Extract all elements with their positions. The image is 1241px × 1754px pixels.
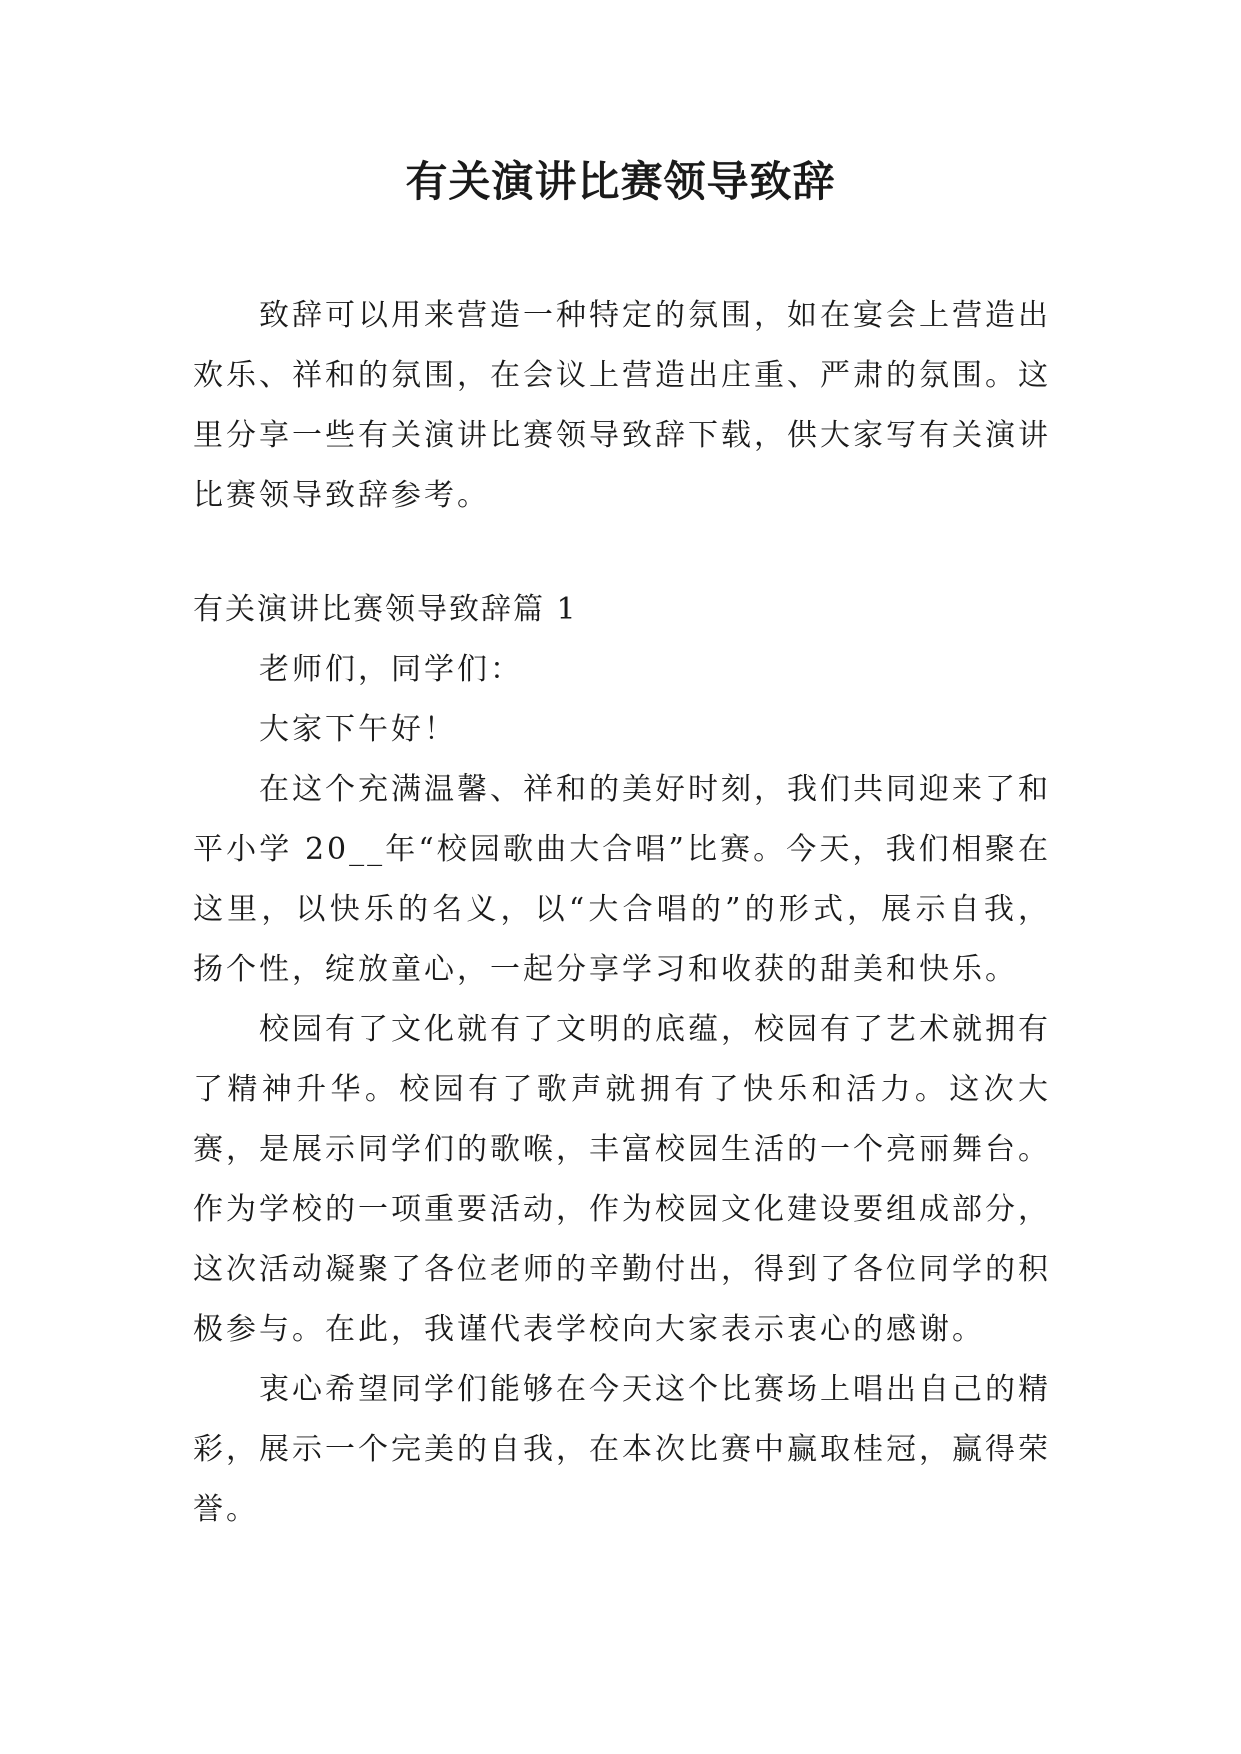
salutation-paragraph: 老师们，同学们： xyxy=(259,652,523,687)
intro-paragraph: 致辞可以用来营造一种特定的氛围，如在宴会上营造出欢乐、祥和的氛围，在会议上营造出庄重、严肃的氛围。这里分享一些有关演讲比赛领导致辞下载，供大家写有关演讲比赛领导致辞参考。 xyxy=(193,298,1051,513)
section-heading: 有关演讲比赛领导致辞篇 1 xyxy=(193,592,578,627)
section-1 xyxy=(193,580,1051,1540)
body-paragraph: 校园有了文化就有了文明的底蕴，校园有了艺术就拥有了精神升华。校园有了歌声就拥有了快乐和活力。这次大赛，是展示同学们的歌喉，丰富校园生活的一个亮丽舞台。作为学校的一项重要活动，作为校园文化建设要组成部分，这次活动凝聚了各位老师的辛勤付出，得到了各位同学的积极参与。在此，我谨代表学校向大家表示衷心的感谢。 xyxy=(193,1012,1051,1347)
greeting-paragraph: 大家下午好！ xyxy=(259,712,457,747)
body-paragraph: 在这个充满温馨、祥和的美好时刻，我们共同迎来了和平小学 20__年“校园歌曲大合唱”比赛。今天，我们相聚在这里，以快乐的名义，以“大合唱的”的形式，展示自我，扬个性，绽放童心，一起分享学习和收获的甜美和快乐。 xyxy=(193,772,1051,987)
document-title: 有关演讲比赛领导致辞 xyxy=(405,157,836,206)
body-paragraph: 衷心希望同学们能够在今天这个比赛场上唱出自己的精彩，展示一个完美的自我，在本次比赛中赢取桂冠，赢得荣誉。 xyxy=(193,1372,1051,1527)
intro-block xyxy=(193,286,1051,526)
